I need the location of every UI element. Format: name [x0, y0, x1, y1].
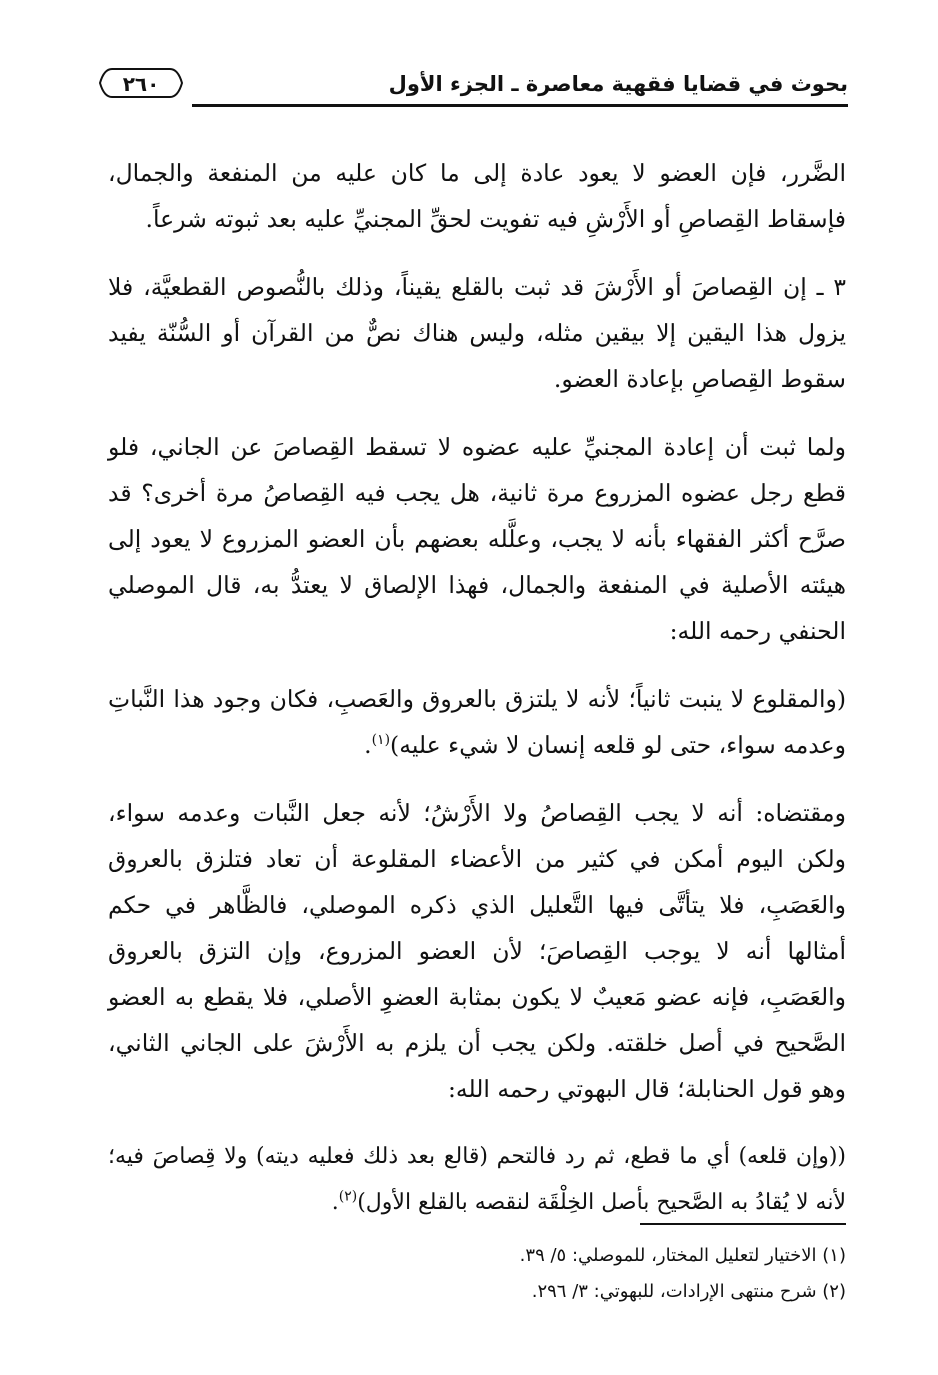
main-text — [108, 150, 846, 1248]
footnote-divider — [640, 1223, 846, 1225]
paragraph-2: ٣ ـ إن القِصاصَ أو الأَرْشَ قد ثبت بالقلع يقيناً، وذلك بالنُّصوص القطعيَّة، فلا يزول هذا اليقين إلا بيقين مثله، وليس هناك نصٌّ من القرآن أو السُّنّة يفيد سقوط القِصاصِ بإعادة العضو. — [108, 273, 846, 393]
footnote-ref-2[interactable]: (٢) — [338, 1188, 358, 1205]
quote-end-1: . — [364, 731, 372, 759]
paragraph-6-quote — [108, 1134, 846, 1226]
footnotes — [108, 1238, 846, 1310]
page-header — [98, 62, 848, 110]
page-number-frame — [98, 66, 184, 100]
quote-text-2: ((وإن قلعه) أي ما قطع، ثم رد فالتحم (قالع بعد ذلك فعليه ديته) ولا قِصاصَ فيه؛ لأنه لا يُقادُ به الصَّحيح بأصل الخِلْقَة لنقصه بالقلع الأول) — [108, 1144, 846, 1215]
header-divider — [192, 104, 848, 107]
footnote-ref-1[interactable]: (١) — [371, 732, 391, 749]
page-number: ٢٦٠ — [122, 72, 160, 96]
running-title: بحوث في قضايا فقهية معاصرة ـ الجزء الأول — [388, 72, 848, 96]
paragraph-5: ومقتضاه: أنه لا يجب القِصاصُ ولا الأَرْشُ؛ لأنه جعل النَّبات وعدمه سواء، ولكن اليوم أمكن في كثير من الأعضاء المقلوعة أن تعاد فتلزق بالعروق والعَصَبِ، فلا يتأتَّى فيها التَّعليل الذي ذكره الموصلي، فالظَّاهر في حكم أمثالها أنه لا يوجب القِصاصَ؛ لأن العضو المزروع، وإن التزق بالعروق والعَصَبِ، فإنه عضو مَعيبٌ لا يكون بمثابة العضوِ الأصلي، فلا يقطع به العضو الصَّحيح في أصل خلقته. ولكن يجب أن يلزم به الأَرْشَ على الجاني الثاني، وهو قول الحنابلة؛ قال البهوتي رحمه الله: — [108, 799, 846, 1103]
paragraph-1: الضَّرر، فإن العضو لا يعود عادة إلى ما كان عليه من المنفعة والجمال، فإسقاط القِصاصِ أو الأَرْشِ فيه تفويت لحقِّ المجنيِّ عليه بعد ثبوته شرعاً. — [108, 159, 846, 233]
footnote-2: (٢) شرح منتهى الإرادات، للبهوتي: ٣/ ٢٩٦. — [531, 1281, 846, 1302]
quote-text-1: (والمقلوع لا ينبت ثانياً؛ لأنه لا يلتزق بالعروق والعَصبِ، فكان وجود هذا النَّباتِ وعدمه سواء، حتى لو قلعه إنسان لا شيء عليه) — [108, 685, 846, 759]
footnote-1: (١) الاختيار لتعليل المختار، للموصلي: ٥/ ٣٩. — [519, 1245, 846, 1266]
quote-end-2: . — [331, 1190, 339, 1215]
paragraph-4-quote — [108, 676, 846, 768]
paragraph-3: ولما ثبت أن إعادة المجنيِّ عليه عضوه لا تسقط القِصاصَ عن الجاني، فلو قطع رجل عضوه المزروع مرة ثانية، هل يجب فيه القِصاصُ مرة أخرى؟ قد صرَّح أكثر الفقهاء بأنه لا يجب، وعلَّله بعضهم بأن العضو المزروع لا يعود إلى هيئته الأصلية في المنفعة والجمال، فهذا الإلصاق لا يعتدُّ به، قال الموصلي الحنفي رحمه الله: — [108, 433, 846, 645]
